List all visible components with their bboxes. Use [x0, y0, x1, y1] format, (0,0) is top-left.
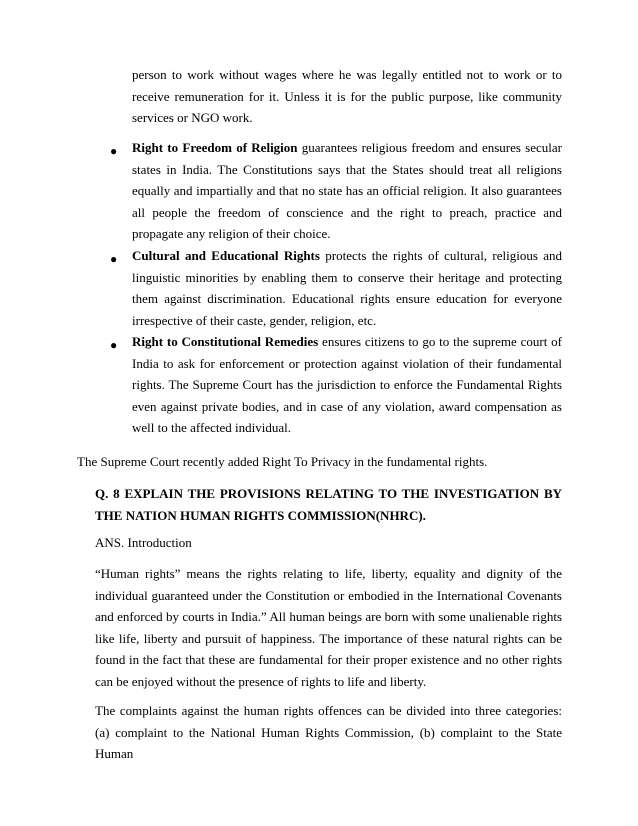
- bullet-cultural-educational: [132, 245, 562, 331]
- bullet-icon: ●: [110, 252, 118, 266]
- complaints-paragraph: The complaints against the human rights offences can be divided into three categories: (a) complaint to the National Human Rights Commission, (b) complaint to the State Human: [95, 703, 562, 761]
- question-heading: Q. 8 EXPLAIN THE PROVISIONS RELATING TO THE INVESTIGATION BY THE NATION HUMAN RIGHTS COMMISSION(NHRC).: [95, 486, 562, 523]
- bullet-constitutional-remedies: [132, 331, 562, 439]
- bullet-title: Right to Constitutional Remedies: [132, 334, 319, 349]
- bullet-icon: ●: [110, 338, 118, 352]
- bullet-text: guarantees religious freedom and ensures secular states in India. The Constitutions says that the States should treat all religions equally and impartially and that no state has an official religion. It also guarantees all people the freedom of conscience and the right to preach, practice and propagate any religion of their choice.: [132, 140, 562, 241]
- intro-continuation: person to work without wages where he was legally entitled not to work or to receive remuneration for it. Unless it is for the public purpose, like community services or NGO work.: [132, 67, 562, 125]
- bullet-text: protects the rights of cultural, religious and linguistic minorities by enabling them to conserve their heritage and protecting them against discrimination. Educational rights ensure education for everyone irrespective of their caste, gender, religion, etc.: [132, 248, 562, 328]
- bullet-title: Cultural and Educational Rights: [132, 248, 320, 263]
- bullet-title: Right to Freedom of Religion: [132, 140, 298, 155]
- answer-label: ANS. Introduction: [95, 535, 192, 550]
- human-rights-definition: “Human rights” means the rights relating to life, liberty, equality and dignity of the individual guaranteed under the Constitution or embodied in the International Covenants and enforced by courts in India.” All human beings are born with some unalienable rights like life, liberty and pursuit of happiness. The importance of these natural rights can be found in the fact that these are fundamental for their proper existence and no other rights can be enjoyed without the presence of rights to life and liberty.: [95, 566, 562, 689]
- bullet-freedom-of-religion: [132, 137, 562, 245]
- bullet-text: ensures citizens to go to the supreme court of India to ask for enforcement or protection against violation of their fundamental rights. The Supreme Court has the jurisdiction to enforce the Fundamental Rights even against private bodies, and in case of any violation, award compensation as well to the affected individual.: [132, 334, 562, 435]
- privacy-note: The Supreme Court recently added Right To Privacy in the fundamental rights.: [77, 454, 488, 469]
- bullet-icon: ●: [110, 144, 118, 158]
